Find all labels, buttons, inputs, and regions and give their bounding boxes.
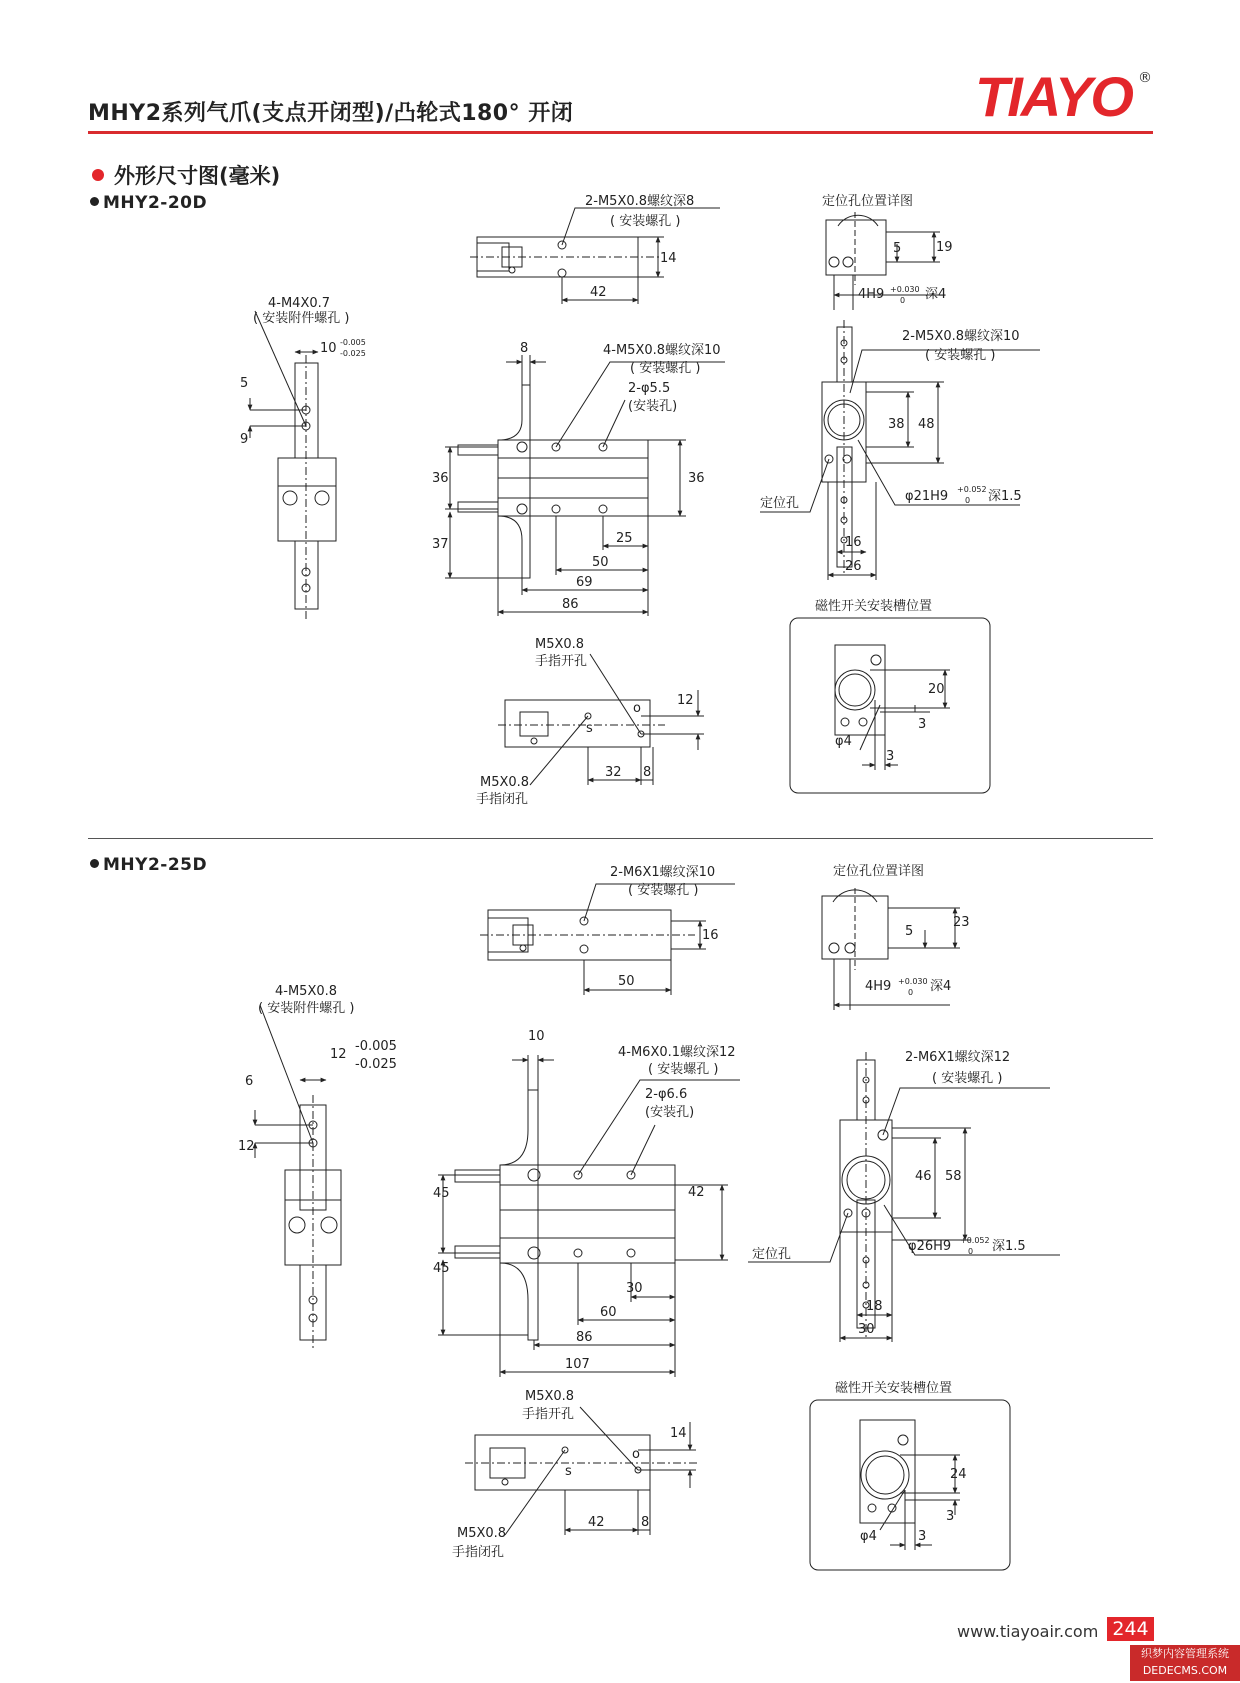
dim-label: 定位孔位置详图 <box>822 194 914 209</box>
dim-label: 48 <box>918 417 935 432</box>
dim-label: M5X0.8 <box>535 637 585 652</box>
switch-box-25d <box>810 1400 1010 1570</box>
dim-label: 12 <box>677 693 694 708</box>
dim-label: 3 <box>886 749 895 764</box>
dim-label: o <box>633 701 641 716</box>
dim-label: +0.030 <box>898 977 928 986</box>
dim-label: 8 <box>643 765 652 780</box>
dim-label: 3 <box>946 1509 955 1524</box>
dim-label: 42 <box>588 1515 605 1530</box>
dim-label: ( 安装螺孔 ) <box>925 348 996 363</box>
dim-label: 定位孔 <box>760 496 800 511</box>
watermark-line2: DEDECMS.COM <box>1142 1664 1228 1677</box>
dim-label: -0.005 <box>355 1039 397 1054</box>
dim-label: 45 <box>433 1186 450 1201</box>
dim-label: 25 <box>616 531 633 546</box>
dim-label: 4-M5X0.8螺纹深10 <box>603 343 721 358</box>
model-name: MHY2-20D <box>103 193 208 213</box>
dim-label: 58 <box>945 1169 962 1184</box>
dim-label: ( 安装附件螺孔 ) <box>258 1001 355 1016</box>
dim-label: 10 <box>320 341 337 356</box>
dim-label: 69 <box>576 575 593 590</box>
dim-label: 2-M5X0.8螺纹深8 <box>585 194 695 209</box>
dim-label: 14 <box>670 1426 687 1441</box>
dim-label: 86 <box>562 597 579 612</box>
dim-label: 4H9 <box>858 287 885 302</box>
dim-label: 30 <box>626 1281 643 1296</box>
switch-box-20d <box>790 618 990 793</box>
dim-label: 20 <box>928 682 945 697</box>
dim-label: 0 <box>968 1247 974 1256</box>
dim-label: 14 <box>660 251 677 266</box>
tiayo-logo: TIAYO <box>975 65 1132 128</box>
page-number: 244 <box>1107 1617 1154 1641</box>
port-view-25d <box>465 1407 700 1535</box>
dim-label: 50 <box>592 555 609 570</box>
dim-label: 磁性开关安装槽位置 <box>835 1381 953 1396</box>
dim-label: +0.030 <box>890 285 920 294</box>
dim-label: 6 <box>245 1074 254 1089</box>
dim-label: ( 安装螺孔 ) <box>628 883 699 898</box>
dim-label: 45 <box>433 1261 450 1276</box>
dim-label: 12 <box>238 1139 255 1154</box>
dim-label: 8 <box>641 1515 650 1530</box>
finger-view-25d <box>255 1005 341 1350</box>
dim-label: -0.025 <box>355 1057 397 1072</box>
dim-label: -0.005 <box>340 338 366 347</box>
dim-label: 36 <box>688 471 705 486</box>
dim-label: 2-φ5.5 <box>628 381 671 396</box>
dim-label: 16 <box>702 928 719 943</box>
dim-label: ( 安装螺孔 ) <box>610 214 681 229</box>
model-name: MHY2-25D <box>103 855 208 875</box>
dim-label: 16 <box>845 535 862 550</box>
dim-label: φ26H9 <box>908 1239 952 1254</box>
dim-label: 深4 <box>925 287 947 302</box>
port-view-20d <box>498 654 704 785</box>
watermark-line1: 织梦内容管理系统 <box>1141 1647 1229 1660</box>
dim-label: 26 <box>845 559 862 574</box>
dim-label: 4-M4X0.7 <box>268 296 331 311</box>
section-title-text: 外形尺寸图(毫米) <box>114 164 281 188</box>
dim-label: 手指闭孔 <box>476 792 529 807</box>
dim-label: 0 <box>965 496 971 505</box>
dim-label: M5X0.8 <box>457 1526 507 1541</box>
dim-label: φ21H9 <box>905 489 949 504</box>
dim-label: 定位孔位置详图 <box>833 864 925 879</box>
dim-label: M5X0.8 <box>525 1389 575 1404</box>
dim-label: 107 <box>565 1357 590 1372</box>
dim-label: 19 <box>936 240 953 255</box>
dim-label: 30 <box>858 1322 875 1337</box>
dim-label: 23 <box>953 915 970 930</box>
dim-label: 2-M6X1螺纹深12 <box>905 1050 1011 1065</box>
side-view-25d <box>748 1052 1060 1342</box>
dim-label: +0.052 <box>957 485 987 494</box>
dim-label: 2-M5X0.8螺纹深10 <box>902 329 1020 344</box>
dim-label: 86 <box>576 1330 593 1345</box>
dim-label: 深1.5 <box>988 489 1022 504</box>
dim-label: 60 <box>600 1305 617 1320</box>
dim-label: 42 <box>688 1185 705 1200</box>
dim-label: 定位孔 <box>752 1247 792 1262</box>
dim-label: 9 <box>240 432 249 447</box>
dim-label: 42 <box>590 285 607 300</box>
dim-label: 4-M6X0.1螺纹深12 <box>618 1045 736 1060</box>
front-view-25d <box>438 1055 740 1377</box>
dim-label: 3 <box>918 717 927 732</box>
dim-label: φ4 <box>835 734 852 749</box>
dim-label: 37 <box>432 537 449 552</box>
dim-label: 50 <box>618 974 635 989</box>
dim-label: ( 安装螺孔 ) <box>932 1071 1003 1086</box>
dim-label: 磁性开关安装槽位置 <box>815 599 933 614</box>
dim-label: ( 安装附件螺孔 ) <box>253 311 350 326</box>
dim-label: 46 <box>915 1169 932 1184</box>
dim-label: 深4 <box>930 979 952 994</box>
dim-label: 8 <box>520 341 529 356</box>
dim-label: s <box>586 721 593 736</box>
watermark-badge <box>1130 1645 1240 1681</box>
dim-label: o <box>632 1447 640 1462</box>
dim-label: ( 安装螺孔 ) <box>630 361 701 376</box>
dim-label: 2-M6X1螺纹深10 <box>610 865 716 880</box>
dim-label: 深1.5 <box>992 1239 1026 1254</box>
dim-label: 2-φ6.6 <box>645 1087 688 1102</box>
dim-label: (安装孔) <box>628 399 678 414</box>
dim-label: 3 <box>918 1529 927 1544</box>
dim-label: 12 <box>330 1047 347 1062</box>
side-view-20d <box>760 320 1040 580</box>
finger-view-20d <box>250 311 336 620</box>
dim-label: 38 <box>888 417 905 432</box>
dim-label: +0.052 <box>960 1236 990 1245</box>
footer-url: www.tiayoair.com <box>957 1622 1099 1641</box>
dim-label: 24 <box>950 1467 967 1482</box>
registered-mark: ® <box>1138 70 1152 86</box>
dim-label: s <box>565 1464 572 1479</box>
dim-label: 18 <box>866 1299 883 1314</box>
dim-label: φ4 <box>860 1529 877 1544</box>
page-title: MHY2系列气爪(支点开闭型)/凸轮式180° 开闭 <box>88 101 574 126</box>
dim-label: 手指开孔 <box>522 1407 575 1422</box>
top-view-25d <box>480 884 735 995</box>
dim-label: 0 <box>908 988 914 997</box>
dim-label: 手指闭孔 <box>452 1545 505 1560</box>
dim-label: 5 <box>893 241 902 256</box>
dim-label: ( 安装螺孔 ) <box>648 1062 719 1077</box>
dim-label: 0 <box>900 296 906 305</box>
dim-label: 4-M5X0.8 <box>275 984 338 999</box>
dim-label: 36 <box>432 471 449 486</box>
dim-label: M5X0.8 <box>480 775 530 790</box>
dim-label: 5 <box>905 924 914 939</box>
dim-label: 5 <box>240 376 249 391</box>
dim-label: 32 <box>605 765 622 780</box>
dim-label: -0.025 <box>340 349 366 358</box>
dim-label: 4H9 <box>865 979 892 994</box>
dim-label: (安装孔) <box>645 1105 695 1120</box>
dim-label: 10 <box>528 1029 545 1044</box>
dim-label: 手指开孔 <box>535 654 588 669</box>
